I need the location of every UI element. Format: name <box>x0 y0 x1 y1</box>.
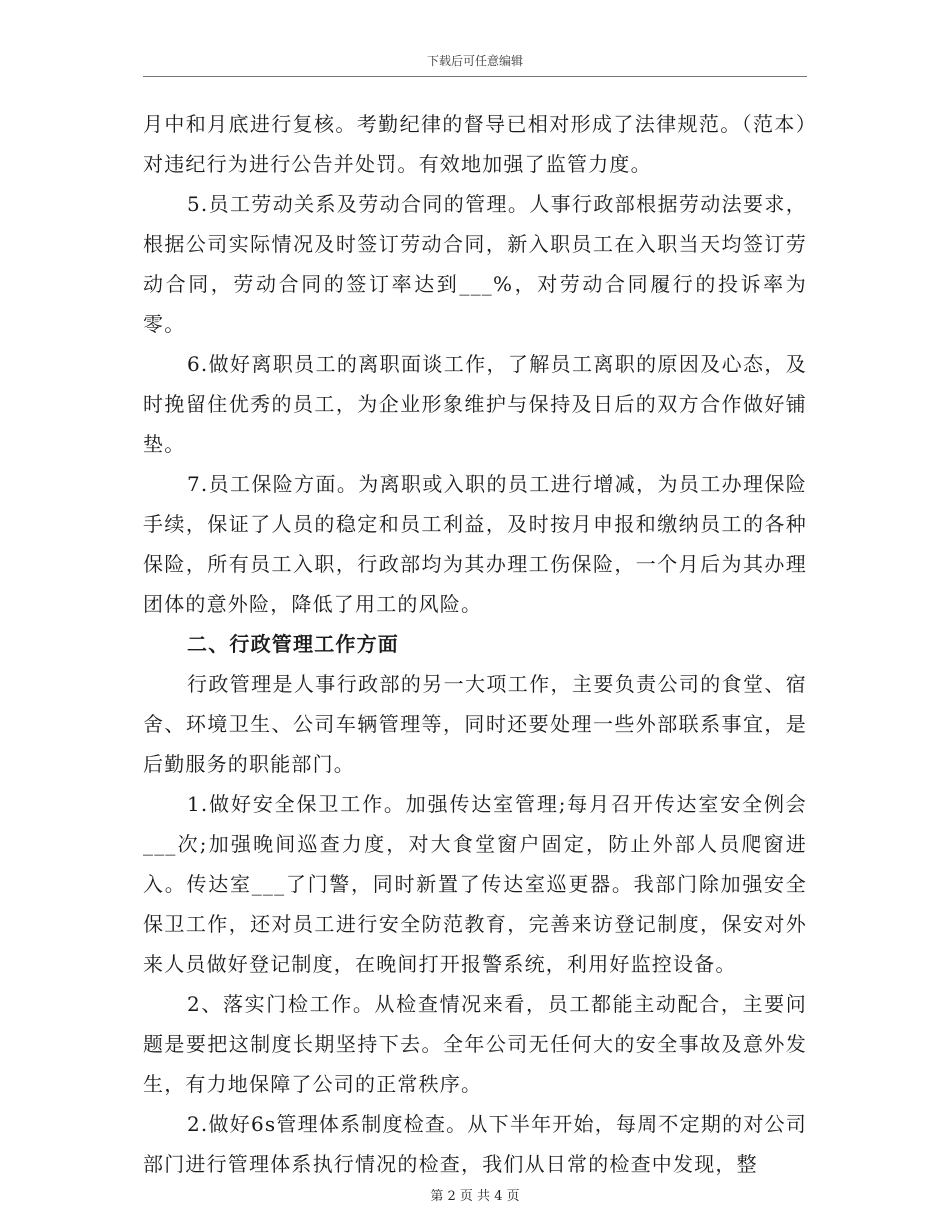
paragraph-section-intro: 行政管理是人事行政部的另一大项工作，主要负责公司的食堂、宿舍、环境卫生、公司车辆管理等，同时还要处理一些外部联系事宜，是后勤服务的职能部门。 <box>143 672 807 776</box>
page-footer: 第 2 页 共 4 页 <box>430 1189 520 1204</box>
paragraph-door-check: 2、落实门检工作。从检查情况来看，员工都能主动配合，主要问题是要把这制度长期坚持下去。全年公司无任何大的安全事故及意外发生，有力地保障了公司的正常秩序。 <box>143 992 807 1096</box>
paragraph-item-7: 7.员工保险方面。为离职或入职的员工进行增减，为员工办理保险手续，保证了人员的稳定和员工利益，及时按月申报和缴纳员工的各种保险，所有员工入职，行政部均为其办理工伤保险，一个月后为其办理团体的意外险，降低了用工的风险。 <box>143 472 807 616</box>
paragraph-item-5: 5.员工劳动关系及劳动合同的管理。人事行政部根据劳动法要求，根据公司实际情况及时签订劳动合同，新入职员工在入职当天均签订劳动合同，劳动合同的签订率达到___%，对劳动合同履行的投诉率为零。 <box>143 192 807 336</box>
header-divider <box>143 76 807 77</box>
paragraph-6s: 2.做好6s管理体系制度检查。从下半年开始，每周不定期的对公司部门进行管理体系执行情况的检查，我们从日常的检查中发现，整 <box>143 1112 807 1176</box>
section-heading: 二、行政管理工作方面 <box>187 632 399 656</box>
paragraph-continuation: 月中和月底进行复核。考勤纪律的督导已相对形成了法律规范。（范本）对违纪行为进行公告并处罚。有效地加强了监管力度。 <box>143 112 807 176</box>
page-header: 下载后可任意编辑 <box>426 54 523 68</box>
paragraph-item-6: 6.做好离职员工的离职面谈工作，了解员工离职的原因及心态，及时挽留住优秀的员工，为企业形象维护与保持及日后的双方合作做好铺垫。 <box>143 352 807 456</box>
document-body <box>143 104 807 1184</box>
paragraph-security: 1.做好安全保卫工作。加强传达室管理;每月召开传达室安全例会___次;加强晚间巡查力度，对大食堂窗户固定，防止外部人员爬窗进入。传达室___了门警，同时新置了传达室巡更器。我部门除加强安全保卫工作，还对员工进行安全防范教育，完善来访登记制度，保安对外来人员做好登记制度，在晚间打开报警系统，利用好监控设备。 <box>143 792 807 976</box>
